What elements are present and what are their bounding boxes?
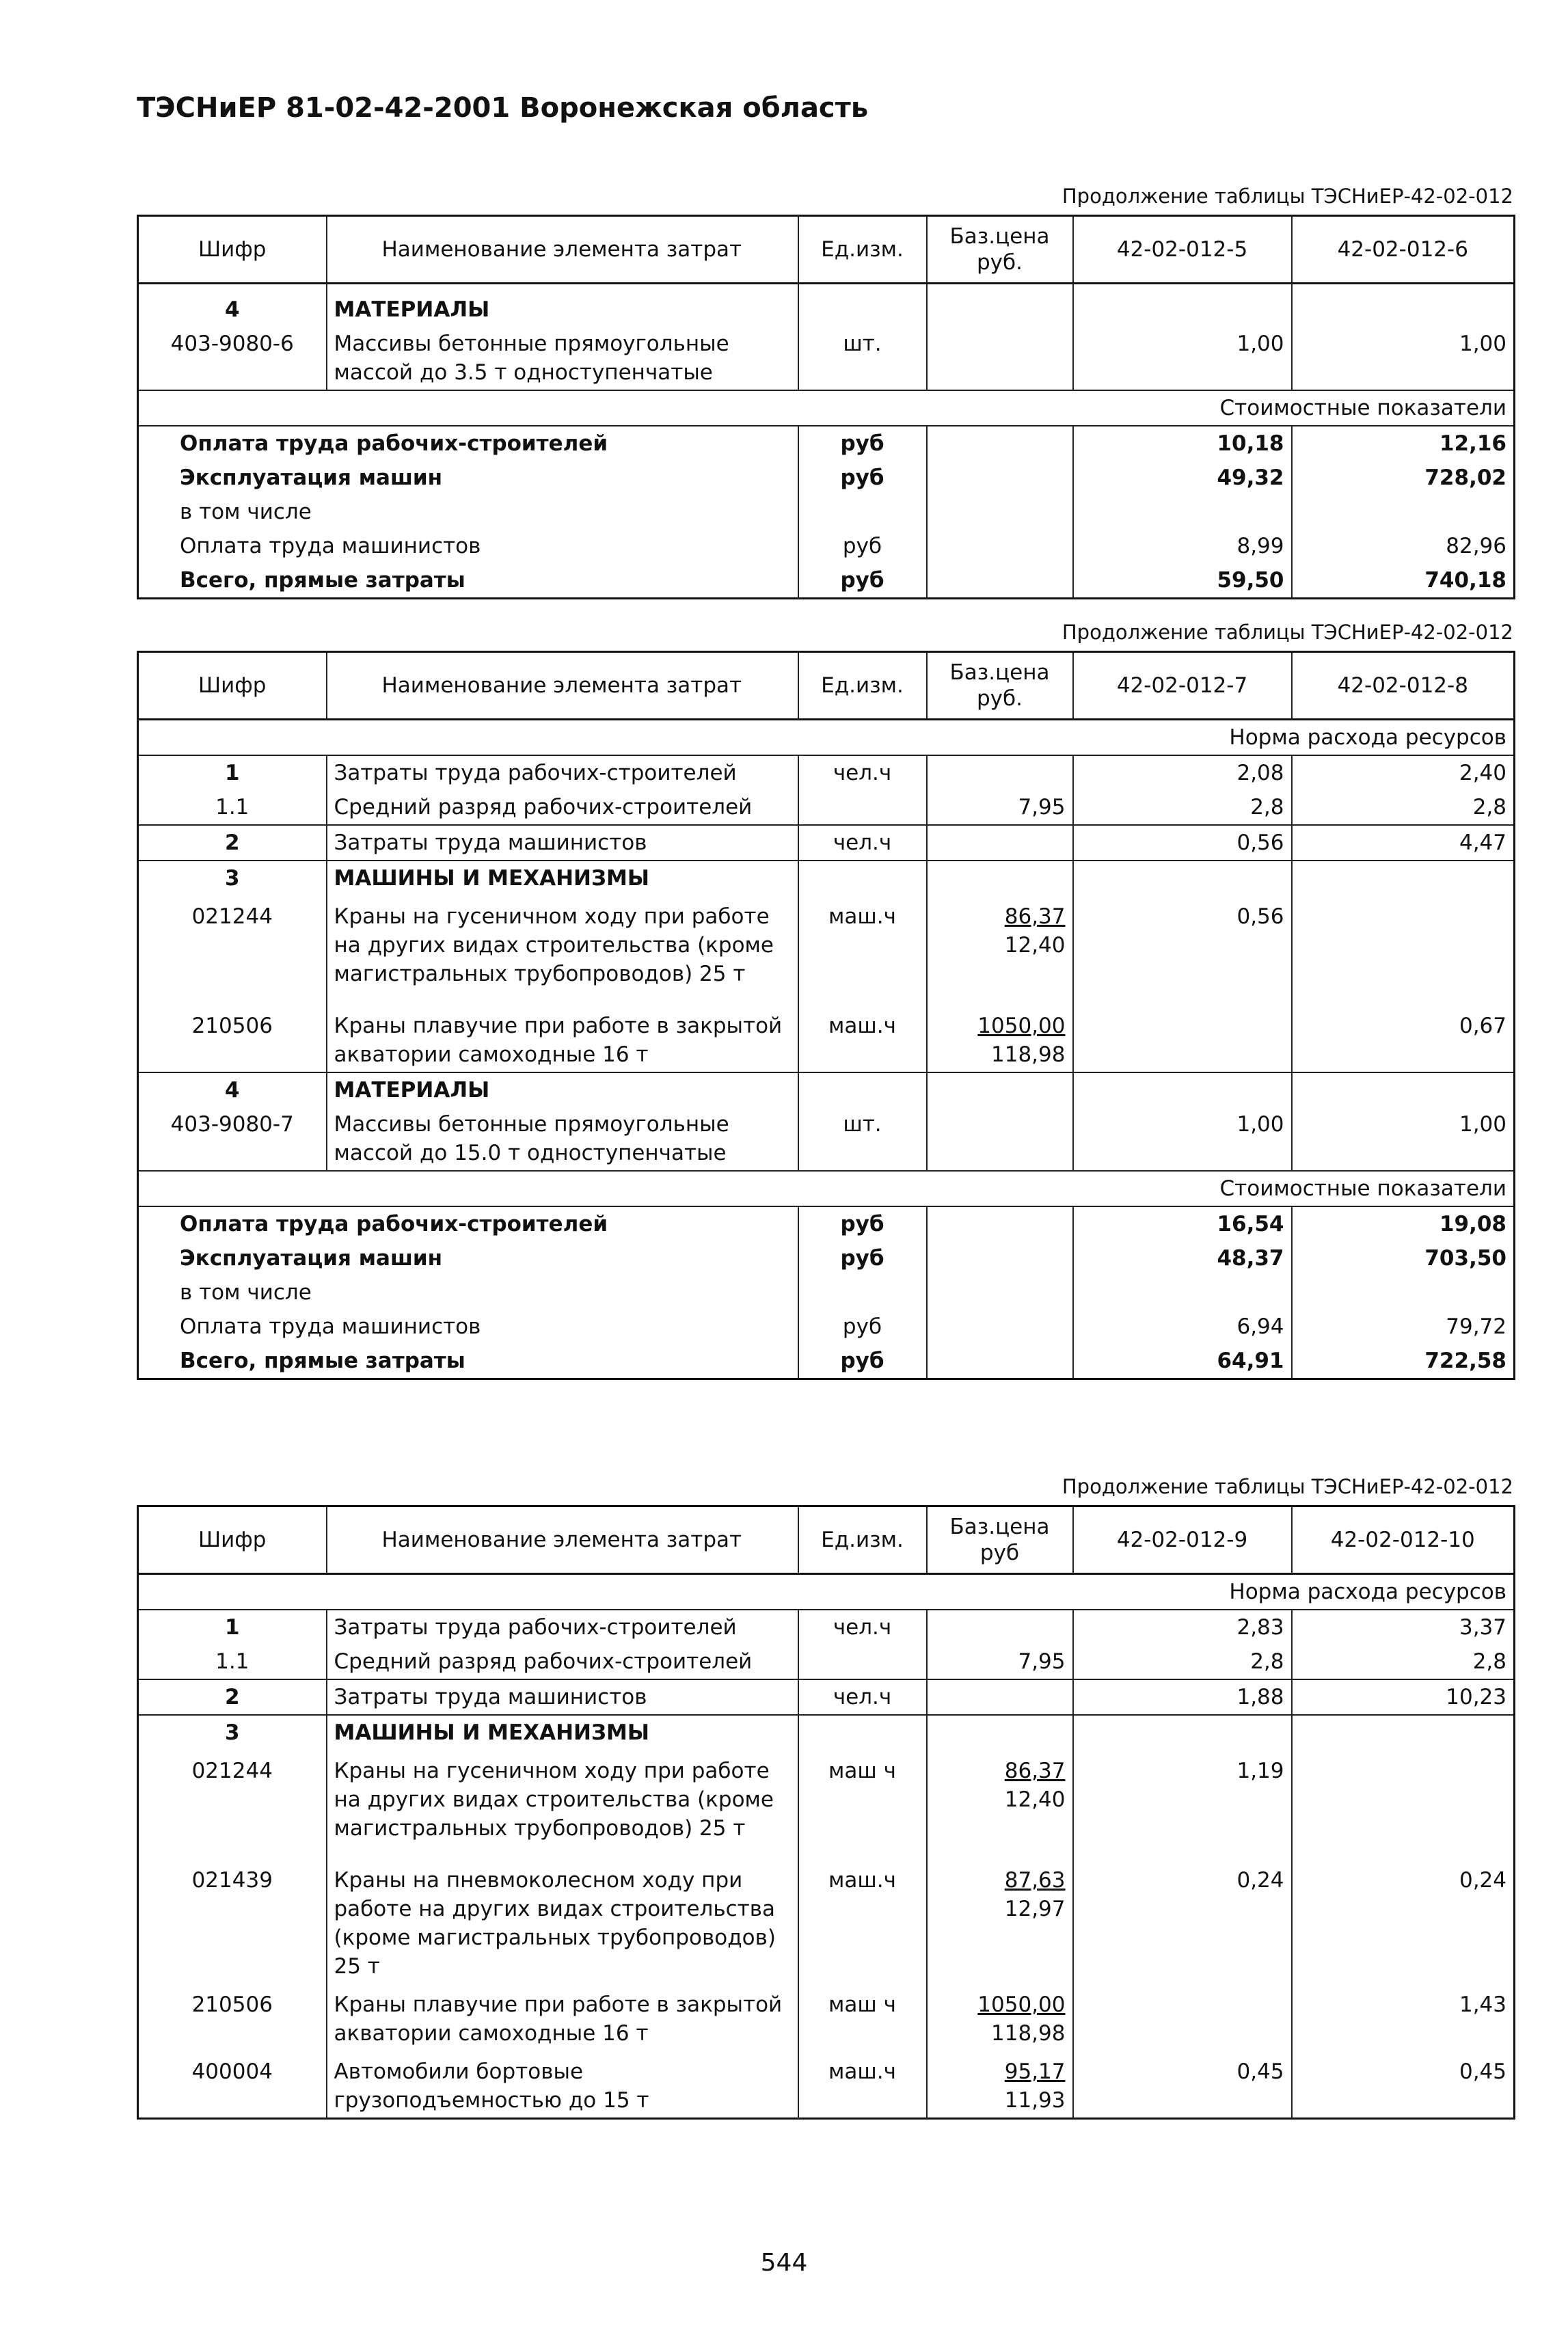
cost-value-2: 728,02 — [1292, 461, 1515, 495]
row-value-1: 1,00 — [1073, 327, 1292, 390]
row-name: Затраты труда рабочих-строителей — [327, 1610, 798, 1645]
section-row — [138, 861, 1515, 895]
row-code: 403-9080-7 — [138, 1107, 327, 1171]
page-title: ТЭСНиЕР 81-02-42-2001 Воронежская область — [137, 92, 869, 124]
row-price-estimate: 95,17 — [1004, 2059, 1066, 2084]
cost-value-1: 59,50 — [1073, 563, 1292, 599]
table-row — [138, 755, 1515, 790]
section-code: 4 — [138, 1072, 327, 1107]
row-unit: маш.ч — [798, 2055, 927, 2119]
cost-unit: руб — [798, 426, 927, 461]
cost-row — [138, 1275, 1515, 1310]
row-code: 021244 — [138, 895, 327, 1009]
band-label: Норма расхода ресурсов — [138, 1574, 1515, 1610]
table-row — [138, 895, 1515, 1009]
col-header-unit: Ед.изм. — [798, 652, 927, 720]
col-header-price: Баз.цена руб — [927, 1506, 1073, 1574]
row-price — [927, 1679, 1073, 1715]
row-value-1: 1,00 — [1073, 1107, 1292, 1171]
cost-unit: руб — [798, 1241, 927, 1275]
section-row — [138, 1072, 1515, 1107]
row-price — [927, 327, 1073, 390]
row-unit: маш ч — [798, 1750, 927, 1863]
cost-unit: руб — [798, 1206, 927, 1241]
row-unit: чел.ч — [798, 755, 927, 790]
row-price: 7,95 — [927, 1645, 1073, 1679]
cost-value-1: 10,18 — [1073, 426, 1292, 461]
col-header-v2: 42-02-012-6 — [1292, 216, 1515, 284]
cost-row — [138, 1310, 1515, 1344]
row-value-1: 2,83 — [1073, 1610, 1292, 1645]
row-value-1: 0,56 — [1073, 895, 1292, 1009]
cost-unit: руб — [798, 461, 927, 495]
col-header-name: Наименование элемента затрат — [327, 652, 798, 720]
table3-continuation: Продолжение таблицы ТЭСНиЕР-42-02-012 — [1062, 1475, 1513, 1498]
cost-value-2: 703,50 — [1292, 1241, 1515, 1275]
row-price — [927, 755, 1073, 790]
row-name: Массивы бетонные прямоугольные массой до 3.5 т одноступенчатые — [327, 327, 798, 390]
row-price-wage: 11,93 — [1004, 2088, 1066, 2113]
row-code: 021244 — [138, 1750, 327, 1863]
row-value-1: 2,8 — [1073, 790, 1292, 825]
table-row — [138, 1988, 1515, 2055]
row-name: Массивы бетонные прямоугольные массой до 15.0 т одноступенчатые — [327, 1107, 798, 1171]
row-code: 403-9080-6 — [138, 327, 327, 390]
table-row — [138, 1750, 1515, 1863]
row-value-2: 1,00 — [1292, 327, 1515, 390]
table1 — [137, 215, 1515, 599]
row-value-2: 4,47 — [1292, 825, 1515, 861]
table3-header-row — [138, 1506, 1515, 1574]
row-code: 210506 — [138, 1988, 327, 2055]
cost-name: Оплата труда машинистов — [138, 1310, 798, 1344]
row-value-2: 2,8 — [1292, 1645, 1515, 1679]
col-header-v2: 42-02-012-10 — [1292, 1506, 1515, 1574]
row-unit: шт. — [798, 327, 927, 390]
row-value-2: 0,67 — [1292, 1009, 1515, 1072]
cost-name: Всего, прямые затраты — [138, 1344, 798, 1379]
cost-name: Всего, прямые затраты — [138, 563, 798, 599]
cost-value-2: 722,58 — [1292, 1344, 1515, 1379]
row-unit: маш ч — [798, 1988, 927, 2055]
row-code: 2 — [138, 825, 327, 861]
band-row — [138, 720, 1515, 756]
row-value-2: 1,43 — [1292, 1988, 1515, 2055]
section-row — [138, 284, 1515, 327]
col-header-price: Баз.цена руб. — [927, 652, 1073, 720]
row-unit: чел.ч — [798, 1610, 927, 1645]
col-header-unit: Ед.изм. — [798, 1506, 927, 1574]
cost-unit: руб — [798, 529, 927, 563]
row-value-2: 3,37 — [1292, 1610, 1515, 1645]
col-header-code: Шифр — [138, 216, 327, 284]
cost-value-1: 64,91 — [1073, 1344, 1292, 1379]
row-price — [927, 1750, 1073, 1863]
row-code: 210506 — [138, 1009, 327, 1072]
row-name: Автомобили бортовые грузоподъемностью до 15 т — [327, 2055, 798, 2119]
row-value-1: 0,45 — [1073, 2055, 1292, 2119]
row-price-wage: 118,98 — [991, 2021, 1066, 2046]
row-price — [927, 1988, 1073, 2055]
row-value-2: 10,23 — [1292, 1679, 1515, 1715]
cost-value-2: 740,18 — [1292, 563, 1515, 599]
row-price — [927, 1107, 1073, 1171]
table-row — [138, 327, 1515, 390]
cost-row — [138, 1241, 1515, 1275]
cost-unit: руб — [798, 1344, 927, 1379]
row-code: 1 — [138, 1610, 327, 1645]
table-row — [138, 1645, 1515, 1679]
row-price-estimate: 87,63 — [1004, 1868, 1066, 1893]
row-name: Краны плавучие при работе в закрытой акватории самоходные 16 т — [327, 1988, 798, 2055]
section-title: МАШИНЫ И МЕХАНИЗМЫ — [327, 861, 798, 895]
col-header-v1: 42-02-012-9 — [1073, 1506, 1292, 1574]
row-price-wage: 118,98 — [991, 1042, 1066, 1067]
row-value-1: 0,56 — [1073, 825, 1292, 861]
section-code: 4 — [138, 284, 327, 327]
row-unit: чел.ч — [798, 1679, 927, 1715]
row-code: 021439 — [138, 1863, 327, 1988]
row-unit: маш.ч — [798, 1863, 927, 1988]
row-price — [927, 1863, 1073, 1988]
row-unit: чел.ч — [798, 825, 927, 861]
row-value-1: 2,08 — [1073, 755, 1292, 790]
row-value-1: 1,19 — [1073, 1750, 1292, 1863]
cost-row — [138, 1344, 1515, 1379]
row-value-2: 2,8 — [1292, 790, 1515, 825]
row-price-wage: 12,40 — [1004, 1787, 1066, 1812]
row-value-1: 1,88 — [1073, 1679, 1292, 1715]
cost-name: Оплата труда машинистов — [138, 529, 798, 563]
cost-value-2: 19,08 — [1292, 1206, 1515, 1241]
cost-name: Оплата труда рабочих-строителей — [138, 1206, 798, 1241]
row-unit: маш.ч — [798, 1009, 927, 1072]
cost-value-1: 49,32 — [1073, 461, 1292, 495]
col-header-code: Шифр — [138, 652, 327, 720]
table-row — [138, 790, 1515, 825]
band-row — [138, 1574, 1515, 1610]
table3 — [137, 1505, 1515, 2120]
cost-row — [138, 1206, 1515, 1241]
row-value-1 — [1073, 1988, 1292, 2055]
row-name: Затраты труда рабочих-строителей — [327, 755, 798, 790]
row-price-wage: 12,40 — [1004, 933, 1066, 958]
row-name: Краны на гусеничном ходу при работе на других видах строительства (кроме магистральных трубопроводов) 25 т — [327, 1750, 798, 1863]
cost-row — [138, 529, 1515, 563]
row-code: 1 — [138, 755, 327, 790]
col-header-code: Шифр — [138, 1506, 327, 1574]
row-value-2 — [1292, 895, 1515, 1009]
cost-unit: руб — [798, 563, 927, 599]
table1-continuation: Продолжение таблицы ТЭСНиЕР-42-02-012 — [1062, 185, 1513, 208]
cost-value-1: 8,99 — [1073, 529, 1292, 563]
row-price — [927, 1009, 1073, 1072]
cost-row — [138, 461, 1515, 495]
row-unit: маш.ч — [798, 895, 927, 1009]
row-value-2: 0,24 — [1292, 1863, 1515, 1988]
cost-row — [138, 563, 1515, 599]
table-row — [138, 1863, 1515, 1988]
row-value-1 — [1073, 1009, 1292, 1072]
band-label: Стоимостные показатели — [138, 1171, 1515, 1206]
cost-unit: руб — [798, 1310, 927, 1344]
cost-value-1: 6,94 — [1073, 1310, 1292, 1344]
row-name: Средний разряд рабочих-строителей — [327, 1645, 798, 1679]
table2-header-row — [138, 652, 1515, 720]
table-row — [138, 1107, 1515, 1171]
section-title: МАШИНЫ И МЕХАНИЗМЫ — [327, 1715, 798, 1750]
row-value-1: 2,8 — [1073, 1645, 1292, 1679]
row-name: Краны на пневмоколесном ходу при работе на других видах строительства (кроме магистральных трубопроводов) 25 т — [327, 1863, 798, 1988]
row-code: 2 — [138, 1679, 327, 1715]
cost-value-1: 48,37 — [1073, 1241, 1292, 1275]
band-label: Стоимостные показатели — [138, 390, 1515, 426]
table-row — [138, 1610, 1515, 1645]
row-price-estimate: 86,37 — [1004, 1759, 1066, 1783]
row-price — [927, 2055, 1073, 2119]
section-code: 3 — [138, 861, 327, 895]
row-name: Затраты труда машинистов — [327, 1679, 798, 1715]
cost-value-2: 79,72 — [1292, 1310, 1515, 1344]
row-unit — [798, 790, 927, 825]
band-row — [138, 1171, 1515, 1206]
col-header-v1: 42-02-012-5 — [1073, 216, 1292, 284]
table-row — [138, 2055, 1515, 2119]
section-row — [138, 1715, 1515, 1750]
table2-continuation: Продолжение таблицы ТЭСНиЕР-42-02-012 — [1062, 621, 1513, 644]
row-code: 400004 — [138, 2055, 327, 2119]
table2 — [137, 651, 1515, 1380]
row-code: 1.1 — [138, 790, 327, 825]
col-header-name: Наименование элемента затрат — [327, 1506, 798, 1574]
table-row — [138, 825, 1515, 861]
table-row — [138, 1009, 1515, 1072]
row-price-estimate: 86,37 — [1004, 904, 1066, 929]
row-value-2: 2,40 — [1292, 755, 1515, 790]
row-value-2: 0,45 — [1292, 2055, 1515, 2119]
cost-value-2: 82,96 — [1292, 529, 1515, 563]
section-code: 3 — [138, 1715, 327, 1750]
col-header-price: Баз.цена руб. — [927, 216, 1073, 284]
row-unit — [798, 1645, 927, 1679]
row-price — [927, 1610, 1073, 1645]
row-name: Краны на гусеничном ходу при работе на других видах строительства (кроме магистральных трубопроводов) 25 т — [327, 895, 798, 1009]
col-header-v1: 42-02-012-7 — [1073, 652, 1292, 720]
col-header-unit: Ед.изм. — [798, 216, 927, 284]
cost-value-1: 16,54 — [1073, 1206, 1292, 1241]
row-price — [927, 895, 1073, 1009]
section-title: МАТЕРИАЛЫ — [327, 1072, 798, 1107]
cost-name: в том числе — [138, 495, 798, 529]
row-price-estimate: 1050,00 — [977, 1014, 1066, 1038]
table1-header-row — [138, 216, 1515, 284]
section-title: МАТЕРИАЛЫ — [327, 284, 798, 327]
row-price: 7,95 — [927, 790, 1073, 825]
row-name: Средний разряд рабочих-строителей — [327, 790, 798, 825]
page-number: 544 — [760, 2249, 808, 2277]
row-name: Краны плавучие при работе в закрытой акватории самоходные 16 т — [327, 1009, 798, 1072]
cost-name: в том числе — [138, 1275, 798, 1310]
cost-value-2: 12,16 — [1292, 426, 1515, 461]
row-value-2: 1,00 — [1292, 1107, 1515, 1171]
cost-row — [138, 426, 1515, 461]
row-name: Затраты труда машинистов — [327, 825, 798, 861]
row-code: 1.1 — [138, 1645, 327, 1679]
row-price-wage: 12,97 — [1004, 1897, 1066, 1921]
row-price — [927, 825, 1073, 861]
cost-name: Оплата труда рабочих-строителей — [138, 426, 798, 461]
band-label: Норма расхода ресурсов — [138, 720, 1515, 756]
table-row — [138, 1679, 1515, 1715]
row-value-2 — [1292, 1750, 1515, 1863]
cost-name: Эксплуатация машин — [138, 1241, 798, 1275]
col-header-v2: 42-02-012-8 — [1292, 652, 1515, 720]
cost-name: Эксплуатация машин — [138, 461, 798, 495]
row-unit: шт. — [798, 1107, 927, 1171]
row-price-estimate: 1050,00 — [977, 1992, 1066, 2017]
row-value-1: 0,24 — [1073, 1863, 1292, 1988]
cost-row — [138, 495, 1515, 529]
band-row — [138, 390, 1515, 426]
col-header-name: Наименование элемента затрат — [327, 216, 798, 284]
